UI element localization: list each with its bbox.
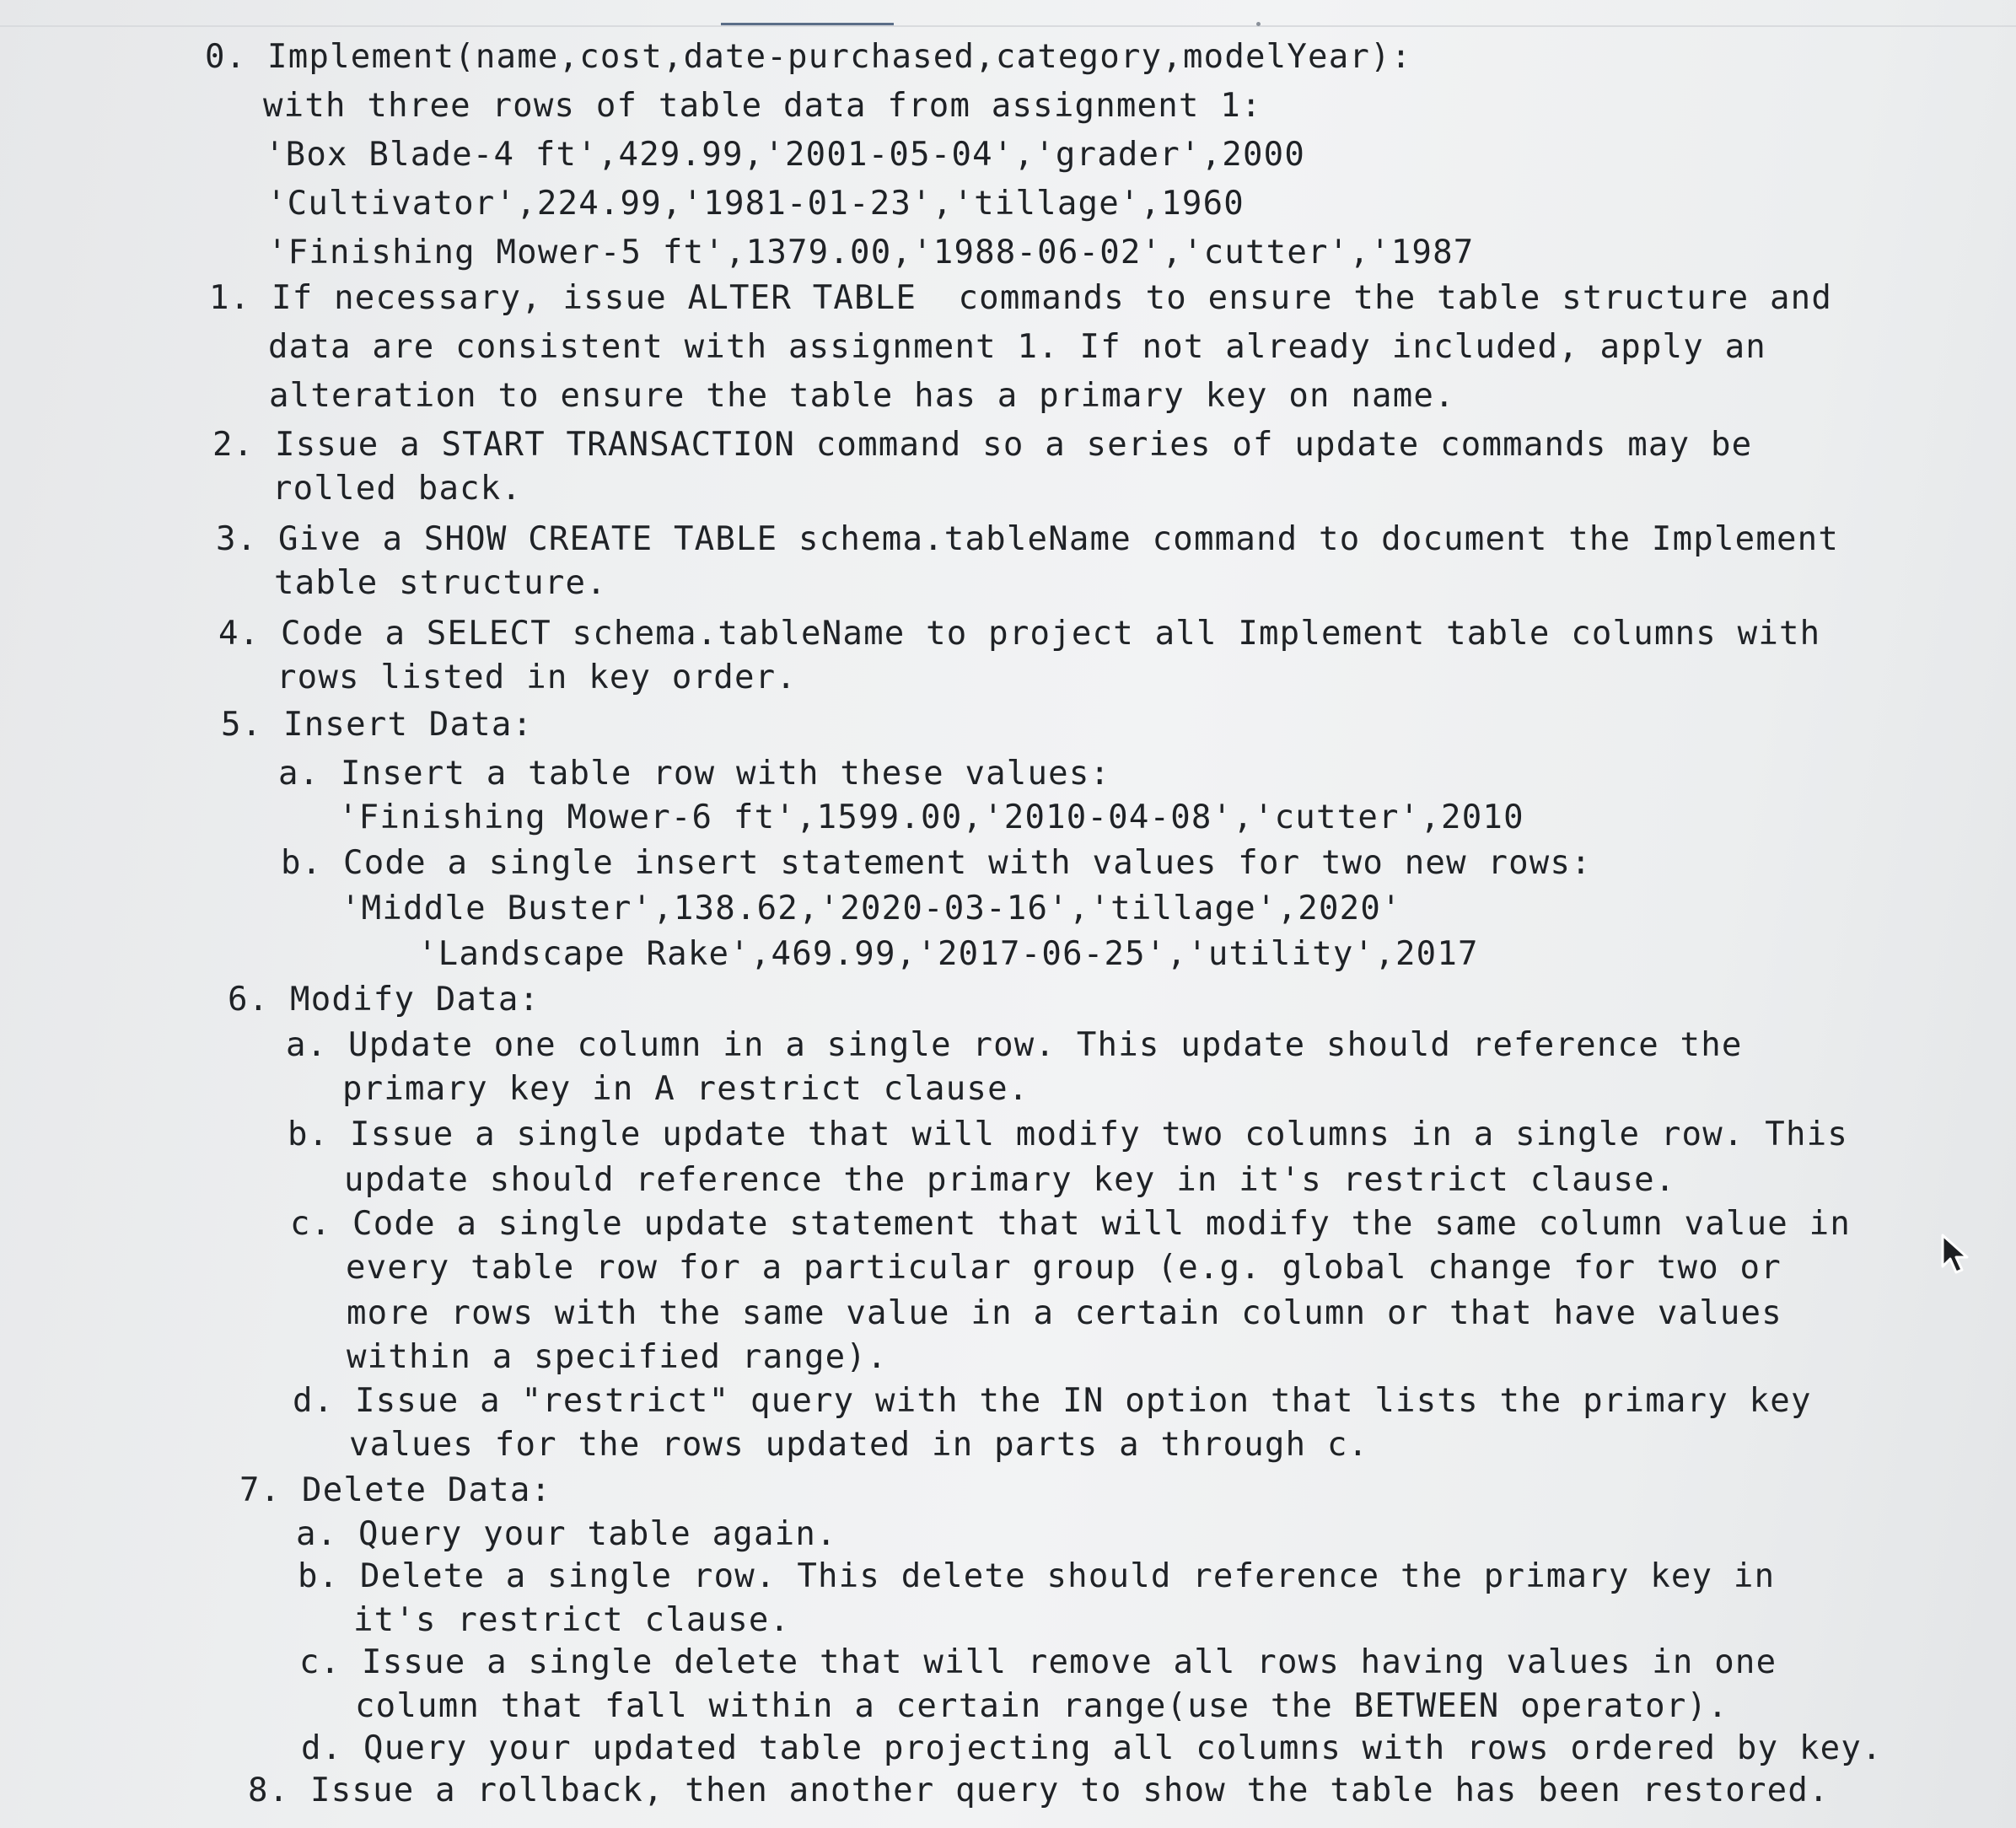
item-0-text: with three rows of table data from assignment 1: [263, 87, 1262, 125]
item-6c-text: within a specified range). [347, 1338, 888, 1376]
item-5a: a. Insert a table row with these values: [278, 755, 1111, 793]
item-2: 2. Issue a START TRANSACTION command so a series of update commands may be [212, 426, 1753, 464]
item-6d: d. Issue a "restrict" query with the IN option that lists the primary key [293, 1382, 1812, 1420]
item-6c-text: more rows with the same value in a certain column or that have values [347, 1294, 1782, 1332]
item-5b: b. Code a single insert statement with values for two new rows: [281, 844, 1592, 882]
item-5a-values: 'Finishing Mower-6 ft',1599.00,'2010-04-08','cutter',2010 [338, 798, 1524, 836]
item-3-text: table structure. [274, 564, 607, 602]
item-1: 1. If necessary, issue ALTER TABLE commands to ensure the table structure and [209, 279, 1833, 317]
item-1-text: data are consistent with assignment 1. If not already included, apply an [268, 328, 1766, 366]
item-7b-text: it's restrict clause. [353, 1601, 791, 1639]
item-6c: c. Code a single update statement that will modify the same column value in [290, 1205, 1851, 1243]
item-5b-row-2: 'Landscape Rake',469.99,'2017-06-25','utility',2017 [417, 935, 1479, 973]
item-6d-text: values for the rows updated in parts a through c. [349, 1426, 1369, 1464]
item-7c-text: column that fall within a certain range(use the BETWEEN operator). [355, 1687, 1728, 1725]
item-7c: c. Issue a single delete that will remove all rows having values in one [299, 1643, 1777, 1681]
item-6b: b. Issue a single update that will modify two columns in a single row. This [288, 1116, 1848, 1153]
item-4-text: rows listed in key order. [277, 659, 797, 696]
item-6b-text: update should reference the primary key in it's restrict clause. [344, 1161, 1676, 1199]
item-4: 4. Code a SELECT schema.tableName to project all Implement table columns with [218, 615, 1821, 653]
item-6a: a. Update one column in a single row. This update should reference the [286, 1026, 1743, 1064]
item-7a: a. Query your table again. [296, 1515, 837, 1553]
item-5: 5. Insert Data: [221, 706, 534, 744]
item-7d: d. Query your updated table projecting all columns with rows ordered by key. [301, 1729, 1883, 1767]
item-6c-text: every table row for a particular group (e.g. global change for two or [346, 1249, 1782, 1287]
item-6a-text: primary key in A restrict clause. [342, 1070, 1030, 1108]
item-6: 6. Modify Data: [228, 981, 540, 1019]
mouse-pointer-icon [1939, 1233, 1973, 1277]
data-row-2: 'Cultivator',224.99,'1981-01-23','tillage',1960 [266, 185, 1245, 223]
item-3: 3. Give a SHOW CREATE TABLE schema.tableName command to document the Implement [216, 520, 1840, 558]
data-row-3: 'Finishing Mower-5 ft',1379.00,'1988-06-02','cutter','1987 [267, 234, 1475, 272]
item-5b-row-1: 'Middle Buster',138.62,'2020-03-16','tillage',2020' [341, 890, 1402, 927]
item-2-text: rolled back. [272, 470, 523, 508]
item-8: 8. Issue a rollback, then another query to show the table has been restored. [248, 1772, 1830, 1809]
item-7: 7. Delete Data: [239, 1471, 552, 1509]
item-0-heading: 0. Implement(name,cost,date-purchased,category,modelYear): [205, 38, 1412, 76]
data-row-1: 'Box Blade-4 ft',429.99,'2001-05-04','grader',2000 [265, 136, 1305, 174]
item-7b: b. Delete a single row. This delete should reference the primary key in [298, 1557, 1776, 1595]
item-1-text: alteration to ensure the table has a primary key on name. [269, 377, 1455, 415]
